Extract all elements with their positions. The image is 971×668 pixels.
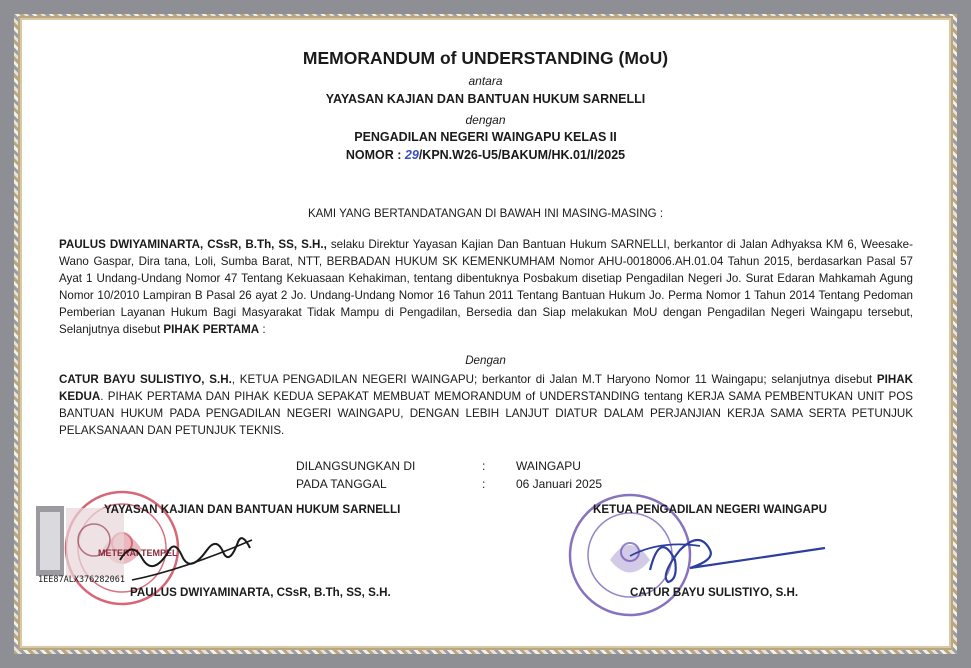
right-signatory-title: KETUA PENGADILAN NEGERI WAINGAPU	[593, 503, 828, 516]
left-signatory-name: PAULUS DWIYAMINARTA, CSsR, B.Th, SS, S.H.	[130, 586, 391, 599]
signed-date-label: PADA TANGGAL	[296, 477, 387, 491]
intro-line: KAMI YANG BERTANDATANGAN DI BAWAH INI MASING-MASING :	[307, 208, 664, 220]
signed-place-label: DILANGSUNGKAN DI	[296, 459, 416, 473]
party-two-org: PENGADILAN NEGERI WAINGAPU KELAS II	[354, 130, 617, 144]
left-signature-icon	[112, 520, 262, 590]
right-signatory-name: CATUR BAYU SULISTIYO, S.H.	[630, 586, 799, 599]
document-number	[0, 148, 971, 162]
party-one-label: PIHAK PERTAMA	[163, 323, 260, 336]
party-one-org: YAYASAN KAJIAN DAN BANTUAN HUKUM SARNELLI	[325, 92, 646, 106]
party-two-paragraph	[59, 371, 913, 439]
number-prefix: NOMOR :	[345, 148, 405, 162]
meterai-code: 1EE87ALX376282061	[38, 575, 125, 585]
party-one-end: :	[259, 323, 266, 336]
signed-place-colon: :	[482, 459, 486, 473]
document-title: MEMORANDUM of UNDERSTANDING (MoU)	[302, 48, 669, 68]
party-two-agreement: . PIHAK PERTAMA DAN PIHAK KEDUA SEPAKAT MEMBUAT MEMORANDUM of UNDERSTANDING tentang KERJA SAMA PEMBENTUKAN UNIT POS BANTUAN HUKUM PADA PENGADILAN NEGERI WAINGAPU, DENGAN LEBIH LANJUT DIATUR DALAM PERJANJIAN KERJA SAMA SERTA PETUNJUK PELAKSANAAN DAN PETUNJUK TEKNIS.	[59, 390, 913, 437]
signed-date-colon: :	[482, 477, 486, 491]
party-two-name: CATUR BAYU SULISTIYO, S.H.	[59, 373, 232, 386]
number-handwritten: 29	[404, 148, 419, 162]
with-word: dengan	[465, 113, 506, 127]
signed-place-value: WAINGAPU	[516, 459, 581, 473]
between-word: antara	[468, 74, 503, 88]
meterai-label: METERAI TEMPEL	[98, 548, 178, 558]
party-one-text: selaku Direktur Yayasan Kajian Dan Bantuan Hukum SARNELLI, berkantor di Jalan Adhyaksa KM 6, Weesake-Wano Gaspar, Dira tana, Loli, Sumba Barat, NTT, BERBADAN HUKUM SK KEMENKUMHAM Nomor AHU-0018006.AH.01.04 Tahun 2015, berdasarkan Pasal 57 Ayat 1 Undang-Undang Nomor 47 Tentang Kekuasaan Kehakiman, tentang dibentuknya Posbakum disetiap Pengadilan Negeri Jo. Surat Edaran Mahkamah Agung Nomor 10/2010 Lampiran B Pasal 26 ayat 2 Jo. Undang-Undang Nomor 16 Tahun 2011 Tentang Bantuan Hukum Jo. Perma Nomor 1 Tahun 2014 Tentang Pedoman Pemberian Layanan Hukum Bagi Masyarakat Tidak Mampu di Pengadilan, Bersedia dan Siap melakukan MoU dengan Pengadilan Negeri Waingapu tersebut, Selanjutnya disebut	[59, 238, 913, 336]
left-signatory-org: YAYASAN KAJIAN DAN BANTUAN HUKUM SARNELLI	[104, 503, 401, 516]
party-one-paragraph	[59, 236, 913, 338]
party-two-label: PIHAK KEDUA	[59, 373, 913, 403]
signed-date-value: 06 Januari 2025	[516, 477, 603, 491]
party-two-text: , KETUA PENGADILAN NEGERI WAINGAPU; berkantor di Jalan M.T Haryono Nomor 11 Waingapu; selanjutnya disebut	[231, 373, 877, 386]
party-one-name: PAULUS DWIYAMINARTA, CSsR, B.Th, SS, S.H.,	[59, 238, 327, 251]
number-suffix: /KPN.W26-U5/BAKUM/HK.01/I/2025	[418, 148, 626, 162]
dengan-line: Dengan	[465, 354, 506, 367]
